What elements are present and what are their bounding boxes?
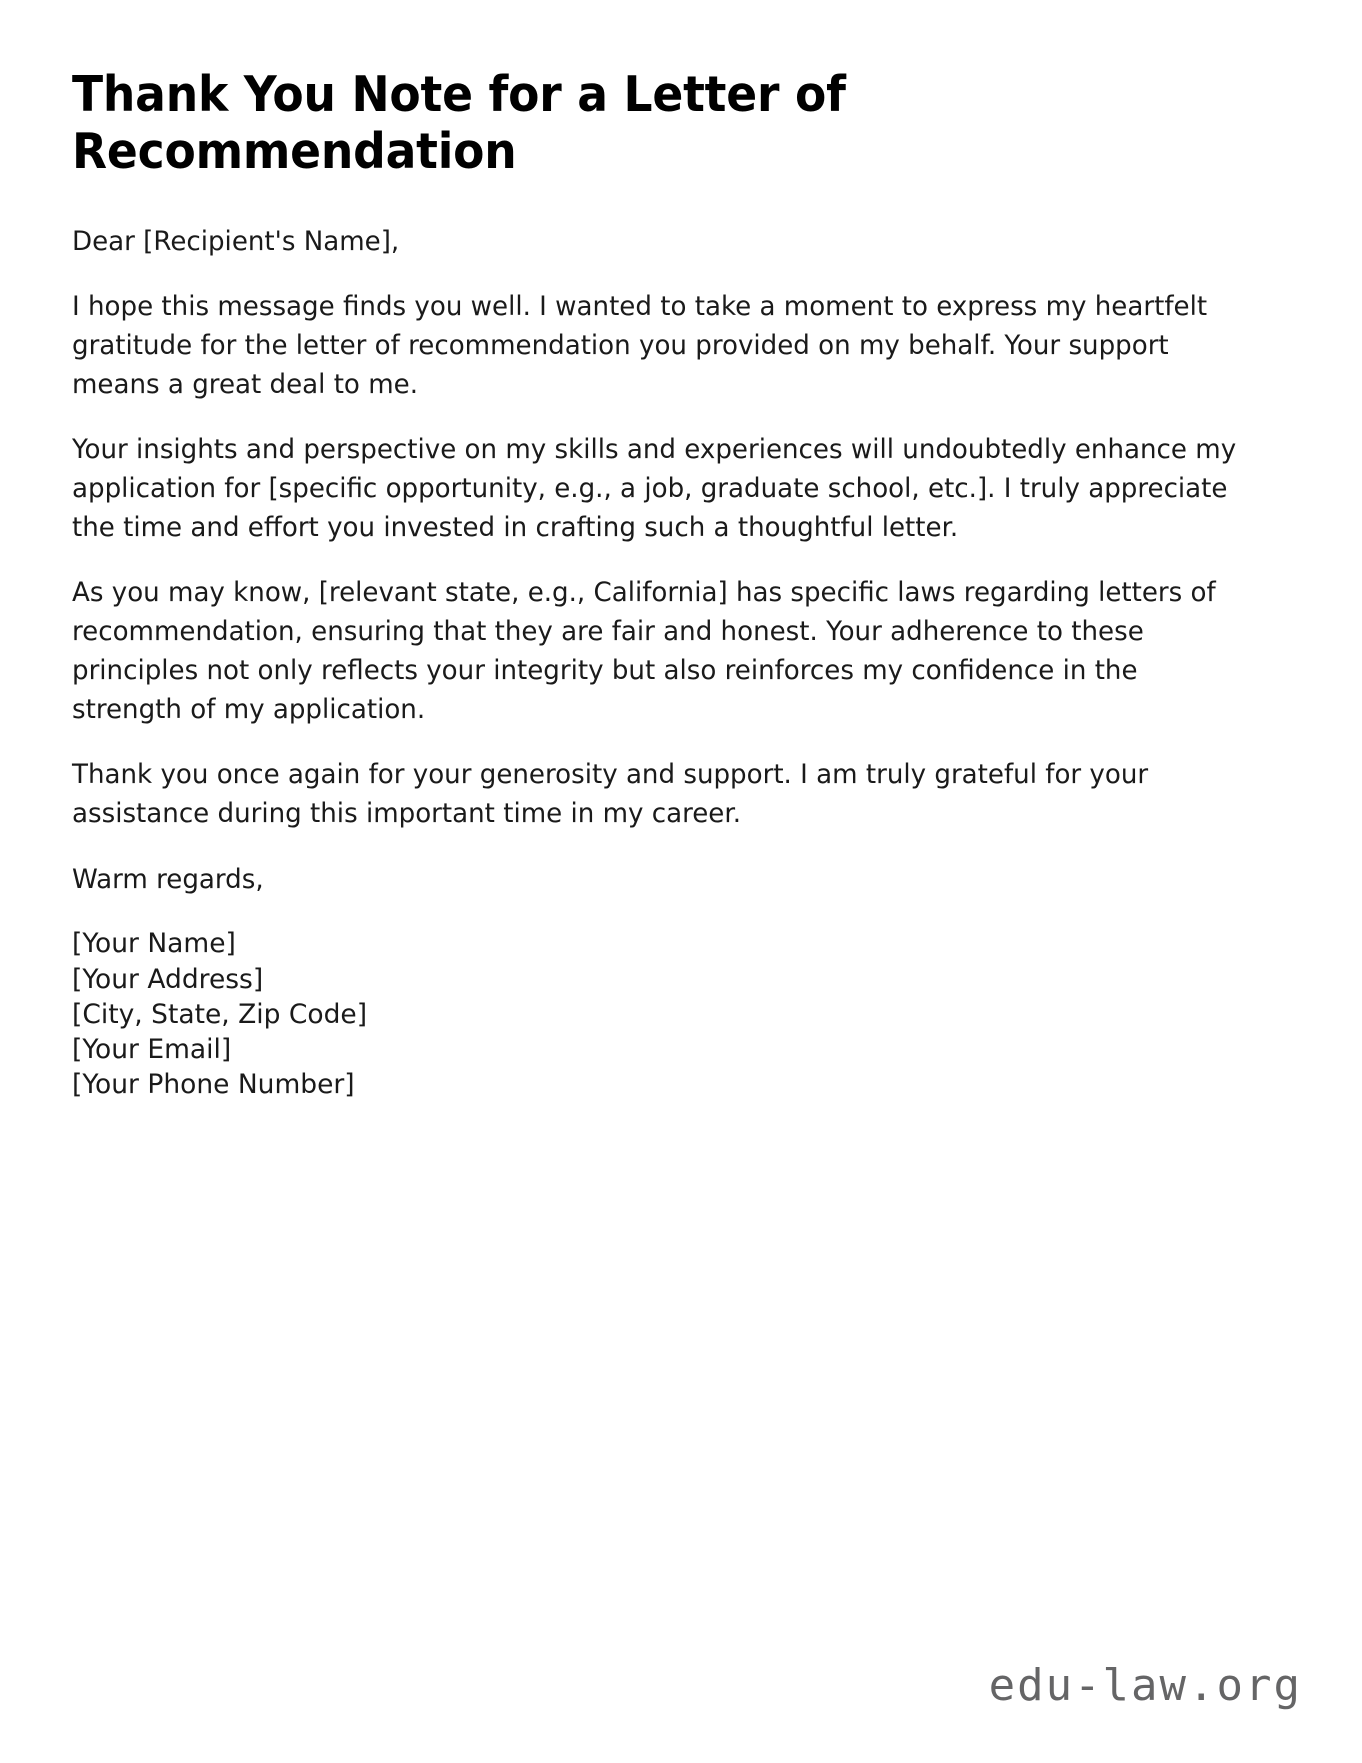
site-watermark: edu-law.org — [988, 1660, 1302, 1711]
paragraph-2: Your insights and perspective on my skills and experiences will undoubtedly enhance my application for [specific opportunity, e.g., a job, graduate school, etc.]. I truly appreciate the time and effort you invested in crafting such a thoughtful letter. — [72, 434, 1237, 543]
signature-block — [72, 926, 1262, 1102]
letter-body — [72, 223, 1262, 1103]
signature-email: [Your Email] — [72, 1033, 232, 1065]
salutation: Dear [Recipient's Name], — [72, 225, 400, 257]
signature-name: [Your Name] — [72, 928, 236, 960]
paragraph-4: Thank you once again for your generosity and support. I am truly grateful for your assistance during this important time in my career. — [72, 759, 1149, 829]
page-title: Thank You Note for a Letter of Recommendation — [72, 66, 846, 181]
closing-salutation: Warm regards, — [72, 863, 264, 895]
paragraph-1: I hope this message finds you well. I wanted to take a moment to express my heartfelt gratitude for the letter of recommendation you provided on my behalf. Your support means a great deal to me. — [72, 291, 1208, 400]
signature-phone: [Your Phone Number] — [72, 1069, 355, 1101]
signature-address: [Your Address] — [72, 963, 264, 995]
signature-city-state-zip: [City, State, Zip Code] — [72, 998, 368, 1030]
document-content — [72, 66, 1284, 1102]
paragraph-3: As you may know, [relevant state, e.g., California] has specific laws regarding letters of recommendation, ensuring that they are fair and honest. Your adherence to these principles not only reflects your integrity but also reinforces my confidence in the strength of my application. — [72, 577, 1216, 725]
